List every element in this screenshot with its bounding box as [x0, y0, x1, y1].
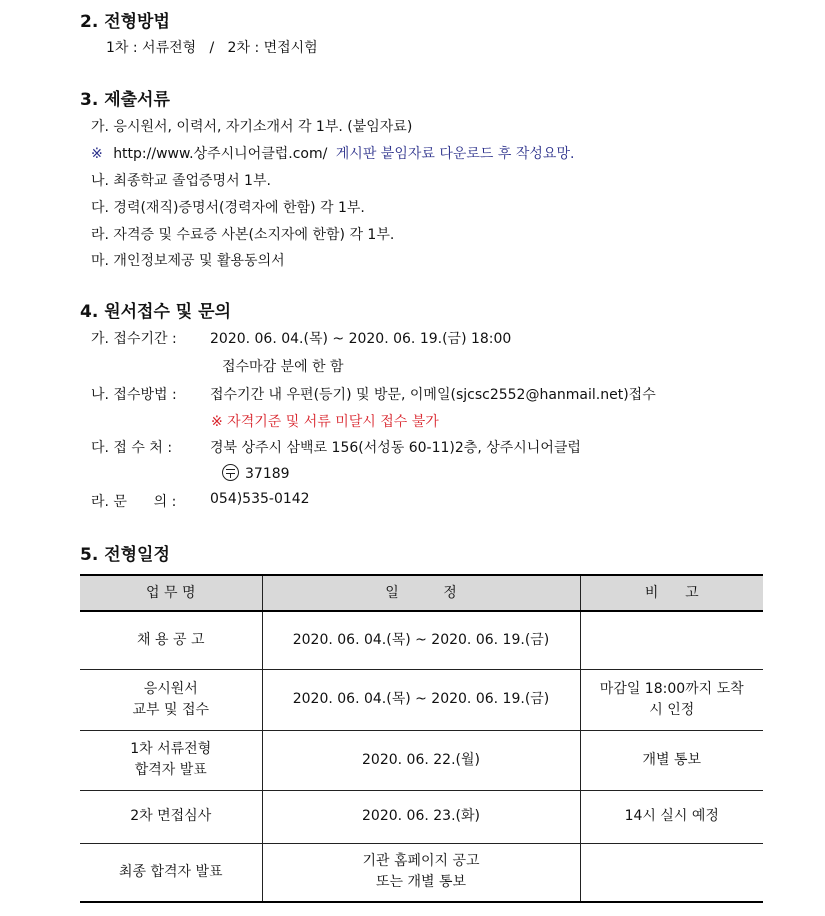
cell-schedule: 2020. 06. 23.(화): [262, 790, 580, 843]
period-value: 2020. 06. 04.(목) ~ 2020. 06. 19.(금) 18:00: [210, 331, 512, 347]
cell-task: 2차 면접심사: [80, 790, 262, 843]
header-remarks: 비 고: [580, 575, 763, 611]
postal-line: [222, 464, 290, 482]
method-tail: )접수: [623, 387, 656, 403]
section-4-title: 4. 원서접수 및 문의: [80, 302, 231, 322]
cell-task: 응시원서 교부 및 접수: [80, 669, 262, 730]
schedule-table: [80, 574, 763, 903]
table-row: [80, 790, 763, 843]
cell-remarks: [580, 843, 763, 902]
cell-schedule: 2020. 06. 04.(목) ~ 2020. 06. 19.(금): [262, 669, 580, 730]
postal-code-icon: [222, 464, 239, 481]
cell-task: 최종 합격자 발표: [80, 843, 262, 902]
postal-code: 37189: [245, 466, 290, 482]
note-mark: ※: [91, 146, 103, 162]
table-row: [80, 843, 763, 902]
doc-item-3: 다. 경력(재직)증명서(경력자에 한함) 각 1부.: [91, 200, 365, 216]
doc-note: [91, 143, 574, 163]
warning-text: ※ 자격기준 및 서류 미달시 접수 불가: [211, 414, 439, 430]
table-row: [80, 669, 763, 730]
method-text: 접수기간 내 우편(등기) 및 방문, 이메일(: [210, 387, 456, 403]
contact-label: 라. 문 의 :: [91, 494, 177, 510]
table-row: [80, 730, 763, 790]
cell-remarks: [580, 611, 763, 669]
note-text: 게시판 붙임자료 다운로드 후 작성요망.: [335, 146, 575, 162]
office-label: 다. 접 수 처 :: [91, 440, 173, 456]
section-2-line: 1차 : 서류전형 / 2차 : 면접시험: [106, 40, 318, 56]
section-5-title: 5. 전형일정: [80, 545, 170, 565]
cell-remarks: 마감일 18:00까지 도착 시 인정: [580, 669, 763, 730]
office-address: 경북 상주시 삼백로 156(서성동 60-11)2층, 상주시니어클럽: [210, 440, 581, 456]
header-task: 업 무 명: [80, 575, 262, 611]
header-schedule: 일 정: [262, 575, 580, 611]
cell-remarks: 14시 실시 예정: [580, 790, 763, 843]
doc-item-5: 마. 개인정보제공 및 활용동의서: [91, 253, 285, 269]
cell-schedule: 2020. 06. 04.(목) ~ 2020. 06. 19.(금): [262, 611, 580, 669]
cell-schedule: 2020. 06. 22.(월): [262, 730, 580, 790]
doc-item-4: 라. 자격증 및 수료증 사본(소지자에 한함) 각 1부.: [91, 227, 395, 243]
table-header-row: [80, 575, 763, 611]
doc-item-1: 가. 응시원서, 이력서, 자기소개서 각 1부. (붙임자료): [91, 119, 413, 135]
method-label: 나. 접수방법 :: [91, 387, 177, 403]
period-sub: 접수마감 분에 한 함: [222, 359, 344, 375]
doc-item-2: 나. 최종학교 졸업증명서 1부.: [91, 173, 271, 189]
table-row: [80, 611, 763, 669]
cell-remarks: 개별 통보: [580, 730, 763, 790]
section-3-title: 3. 제출서류: [80, 90, 170, 110]
method-value: [210, 384, 656, 404]
cell-task: 1차 서류전형 합격자 발표: [80, 730, 262, 790]
email-link[interactable]: sjcsc2552@hanmail.net: [455, 387, 624, 403]
contact-phone: 054)535-0142: [210, 491, 310, 507]
note-url[interactable]: http://www.상주시니어클럽.com/: [113, 146, 328, 162]
period-label: 가. 접수기간 :: [91, 331, 177, 347]
cell-task: 채 용 공 고: [80, 611, 262, 669]
cell-schedule: 기관 홈페이지 공고 또는 개별 통보: [262, 843, 580, 902]
section-2-title: 2. 전형방법: [80, 12, 170, 32]
